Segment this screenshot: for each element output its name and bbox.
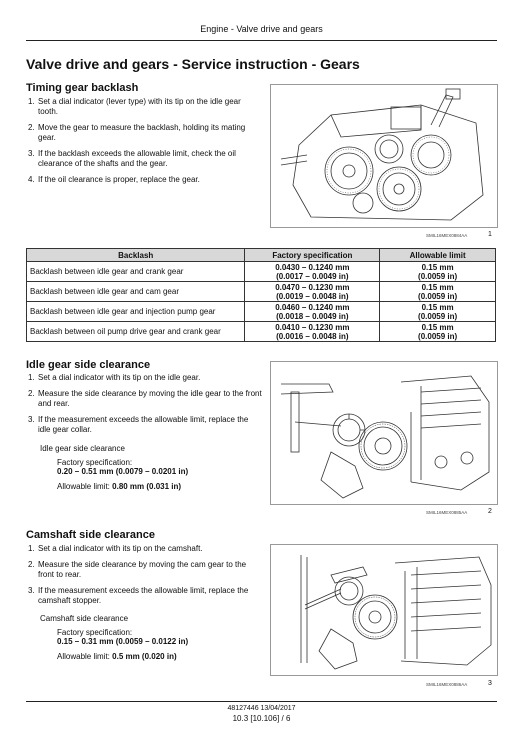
figure-number: 1 [488,231,492,238]
column-header: Factory specification [245,249,380,262]
factory-spec-cell: 0.0430 – 0.1240 mm (0.0017 – 0.0049 in) [245,262,380,282]
idle-limit: Allowable limit: 0.80 mm (0.031 in) [57,482,182,491]
step-item: 3. If the measurement exceeds the allowable limit, replace the camshaft stopper. [28,586,249,605]
footer-page-number: 10.3 [10.106] / 6 [232,714,291,723]
footer-doc-id: 48127446 13/04/2017 [227,705,296,712]
idle-heading: Idle gear side clearance [26,359,151,371]
column-header: Backlash [27,249,245,262]
allowable-limit-cell: 0.15 mm (0.0059 in) [380,322,496,342]
timing-steps [26,97,262,191]
column-header: Allowable limit [380,249,496,262]
idle-spec-value: 0.20 – 0.51 mm (0.0079 – 0.0201 in) [57,467,189,476]
footer-rule [26,701,497,702]
backlash-table [26,248,496,342]
table-row [27,262,496,282]
figure-number: 3 [488,680,492,687]
figure-code: SMIL16MEX0884AA [426,233,468,238]
idle-gear-illustration [271,362,497,504]
row-item: Backlash between idle gear and crank gear [27,262,245,282]
table-header-row [27,249,496,262]
cam-heading: Camshaft side clearance [26,529,156,541]
step-item: 2. Measure the side clearance by moving the idle gear to the front and rear. [28,389,262,408]
figure-code: SMIL16MEX0885AA [426,510,468,515]
idle-sub-label: Idle gear side clearance [40,444,125,453]
idle-spec-label: Factory specification: [57,458,133,467]
timing-gears-illustration [271,85,497,227]
allowable-limit-cell: 0.15 mm (0.0059 in) [380,302,496,322]
table-row [27,322,496,342]
figure-code: SMIL16MEX0886AA [426,682,468,687]
figure-number: 2 [488,508,492,515]
cam-spec-label: Factory specification: [57,628,133,637]
row-item: Backlash between idle gear and injection pump gear [27,302,245,322]
factory-spec-cell: 0.0410 – 0.1230 mm (0.0016 – 0.0048 in) [245,322,380,342]
camshaft-illustration [271,545,497,675]
cam-sub-label: Camshaft side clearance [40,614,129,623]
header-rule [26,40,497,41]
factory-spec-cell: 0.0460 – 0.1240 mm (0.0018 – 0.0049 in) [245,302,380,322]
step-item: 2. Move the gear to measure the backlash, holding its mating gear. [28,123,246,142]
idle-gear-figure [270,361,498,505]
step-item: 3. If the measurement exceeds the allowable limit, replace the idle gear collar. [28,415,249,434]
allowable-limit-cell: 0.15 mm (0.0059 in) [380,262,496,282]
running-header: Engine - Valve drive and gears [200,24,323,34]
timing-gear-figure [270,84,498,228]
step-item: 1. Set a dial indicator (lever type) with its tip on the idle gear tooth. [28,97,241,116]
step-item: 2. Measure the side clearance by moving the cam gear to the front to rear. [28,560,247,579]
timing-heading: Timing gear backlash [26,82,139,94]
cam-steps [26,544,262,612]
allowable-limit-cell: 0.15 mm (0.0059 in) [380,282,496,302]
step-item: 4. If the oil clearance is proper, replace the gear. [28,175,200,184]
table-row [27,282,496,302]
page-title: Valve drive and gears - Service instruction - Gears [26,56,360,72]
cam-spec-value: 0.15 – 0.31 mm (0.0059 – 0.0122 in) [57,637,189,646]
table-row [27,302,496,322]
step-item: 3. If the backlash exceeds the allowable limit, check the oil clearance of the shafts and the gear. [28,149,236,168]
row-item: Backlash between idle gear and cam gear [27,282,245,302]
factory-spec-cell: 0.0470 – 0.1230 mm (0.0019 – 0.0048 in) [245,282,380,302]
step-item: 1. Set a dial indicator with its tip on the camshaft. [28,544,203,553]
row-item: Backlash between oil pump drive gear and crank gear [27,322,245,342]
idle-steps [26,373,262,441]
step-item: 1. Set a dial indicator with its tip on the idle gear. [28,373,201,382]
cam-limit: Allowable limit: 0.5 mm (0.020 in) [57,652,177,661]
camshaft-figure [270,544,498,676]
